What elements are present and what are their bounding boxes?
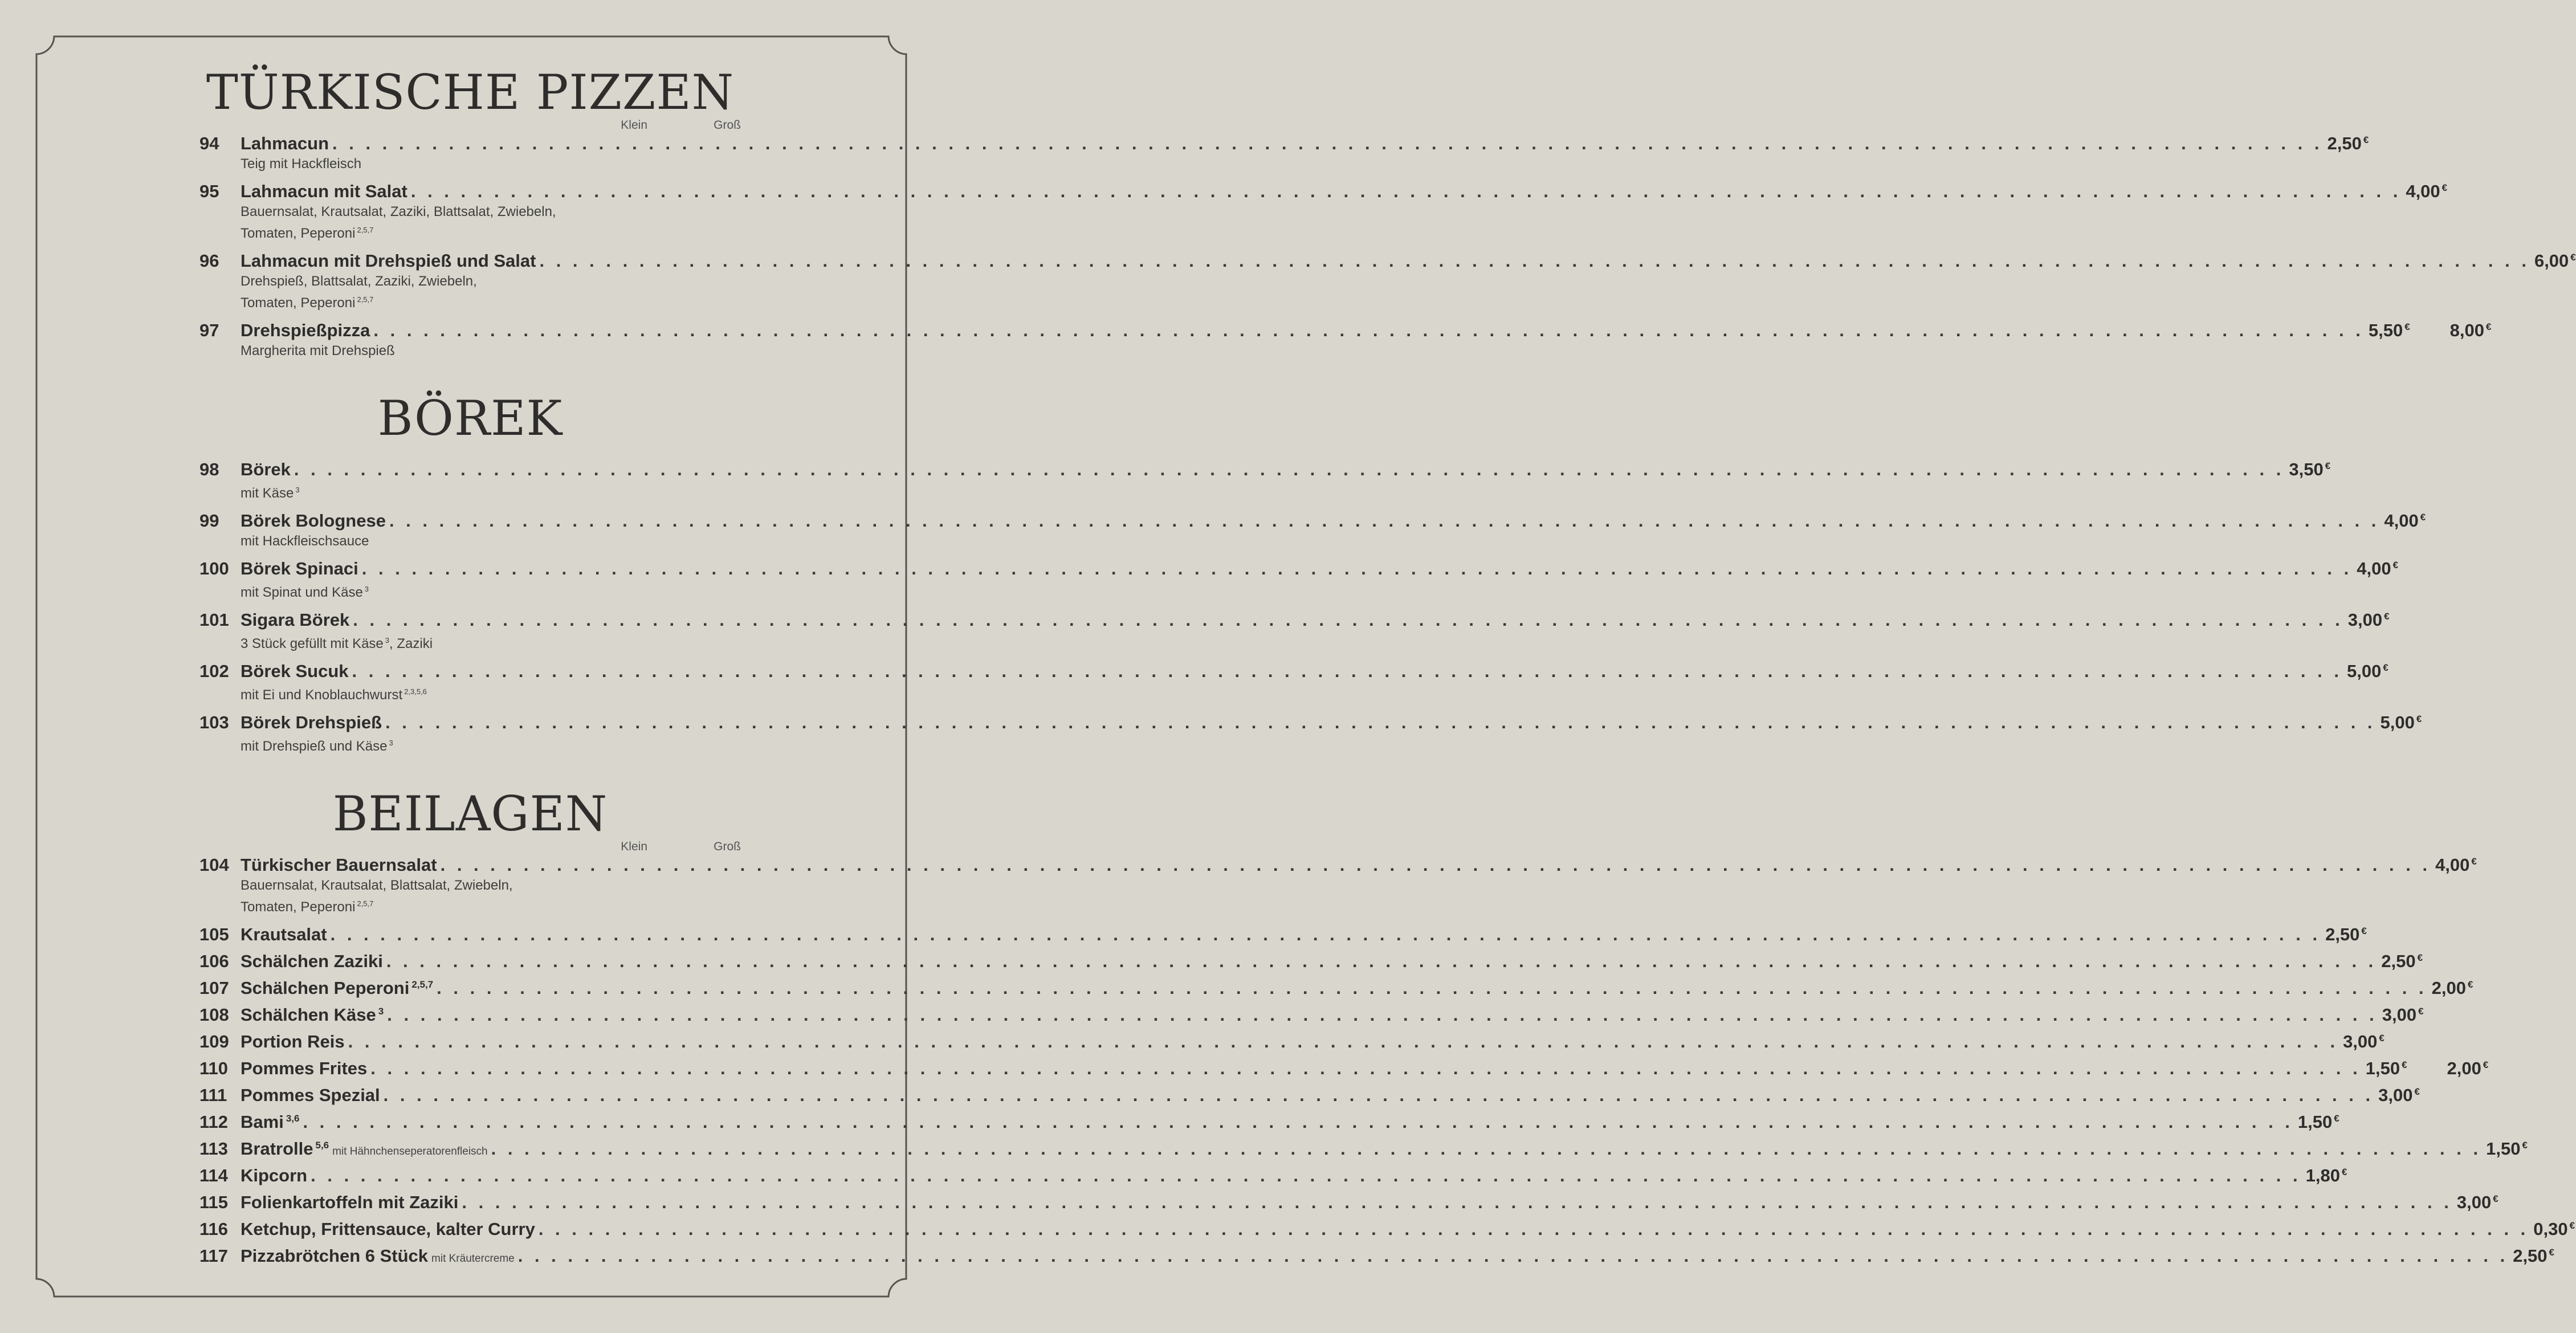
menu-item [199, 1032, 2385, 1053]
price-gross [2384, 511, 2426, 531]
item-name-group [241, 1032, 345, 1052]
item-name: Portion Reis [241, 1032, 345, 1051]
dot-leader: . . . . . . . . . . . . . . . . . . . . . . . . . . . . . . . . . . . . . . . . . . . . . . . . . . . . . . . . . . . . . . . . . . . . . . . . . . . . . . . . . . . . . . . . . . . . . . . . . . . . . . . . . . . . . . . . . . . . . . . . [517, 1246, 2509, 1266]
price-gross [2381, 951, 2423, 972]
menu-item [199, 924, 2367, 946]
dot-leader: . . . . . . . . . . . . . . . . . . . . . . . . . . . . . . . . . . . . . . . . . . . . . . . . . . . . . . . . . . . . . . . . . . . . . . . . . . . . . . . . . . . . . . . . . . . . . . . . . . . . . . . . . . . . . . . . . . . . . . . . [294, 459, 2285, 479]
euro-sign: € [2442, 182, 2448, 193]
euro-sign: € [2392, 559, 2399, 570]
dot-leader: . . . . . . . . . . . . . . . . . . . . . . . . . . . . . . . . . . . . . . . . . . . . . . . . . . . . . . . . . . . . . . . . . . . . . . . . . . . . . . . . . . . . . . . . . . . . . . . . . . . . . . . . . . . . . . . . . . . . . . . . [373, 320, 2364, 340]
item-name-group [241, 951, 383, 972]
item-name-group [241, 1246, 515, 1266]
price-gross [2432, 978, 2473, 998]
menu-item-row [199, 459, 2331, 481]
item-name: Börek Drehspieß [241, 712, 382, 732]
item-name-group [241, 1165, 307, 1186]
dot-leader: . . . . . . . . . . . . . . . . . . . . . . . . . . . . . . . . . . . . . . . . . . . . . . . . . . . . . . . . . . . . . . . . . . . . . . . . . . . . . . . . . . . . . . . . . . . . . . . . . . . . . . . . . . . . . . . . . . . . . . . . [361, 559, 2353, 578]
price-value: 4,00 [2435, 855, 2470, 875]
description-text: Tomaten, Peperoni [241, 899, 356, 915]
dot-leader: . . . . . . . . . . . . . . . . . . . . . . . . . . . . . . . . . . . . . . . . . . . . . . . . . . . . . . . . . . . . . . . . . . . . . . . . . . . . . . . . . . . . . . . . . . . . . . . . . . . . . . . . . . . . . . . . . . . . . . . . [386, 951, 2377, 971]
item-number: 94 [199, 133, 219, 153]
item-number: 98 [199, 459, 219, 479]
dot-leader: . . . . . . . . . . . . . . . . . . . . . . . . . . . . . . . . . . . . . . . . . . . . . . . . . . . . . . . . . . . . . . . . . . . . . . . . . . . . . . . . . . . . . . . . . . . . . . . . . . . . . . . . . . . . . . . . . . . . . . . . [311, 1165, 2301, 1185]
allergen-superscript: 3 [385, 636, 390, 645]
description-text: Tomaten, Peperoni [241, 295, 356, 311]
item-number: 108 [199, 1005, 229, 1025]
item-name-group [241, 855, 437, 875]
item-note: mit Kräutercreme [431, 1253, 515, 1265]
item-name-group [241, 459, 291, 480]
price-value: 2,50 [2513, 1246, 2548, 1266]
item-name: Bami [241, 1112, 284, 1132]
description-text: 3 Stück gefüllt mit Käse [241, 636, 384, 651]
item-name-group [241, 511, 386, 531]
item-description [241, 342, 741, 360]
dot-leader: . . . . . . . . . . . . . . . . . . . . . . . . . . . . . . . . . . . . . . . . . . . . . . . . . . . . . . . . . . . . . . . . . . . . . . . . . . . . . . . . . . . . . . . . . . . . . . . . . . . . . . . . . . . . . . . . . . . . . . . . [387, 1005, 2378, 1025]
description-text: mit Spinat und Käse [241, 585, 363, 600]
item-number: 101 [199, 610, 229, 630]
item-description-line2 [241, 291, 741, 312]
item-number: 113 [199, 1139, 229, 1159]
euro-sign: € [2420, 511, 2426, 523]
item-description [241, 532, 741, 551]
item-description [241, 734, 741, 756]
euro-sign: € [2384, 610, 2390, 622]
price-gross [2381, 712, 2422, 733]
price-gross [2447, 1058, 2489, 1079]
description-text: mit Hackfleischsauce [241, 533, 369, 549]
menu-item [199, 1112, 2339, 1134]
menu-item-row [199, 1058, 2489, 1080]
item-name-group [241, 1139, 488, 1159]
item-description-line2 [241, 221, 741, 243]
menu-item-row [199, 1085, 2420, 1107]
item-number: 105 [199, 924, 229, 944]
menu-page [199, 64, 2576, 1273]
price-gross [2306, 1165, 2347, 1186]
price-gross [2298, 1112, 2339, 1132]
item-description [241, 580, 741, 602]
euro-sign: € [2383, 662, 2388, 673]
item-name: Lahmacun mit Drehspieß und Salat [241, 251, 536, 271]
description-text: Margherita mit Drehspieß [241, 343, 395, 358]
allergen-superscript: 5,6 [315, 1139, 329, 1151]
item-name-group [241, 251, 536, 271]
euro-sign: € [2404, 321, 2410, 332]
item-number: 117 [199, 1246, 229, 1266]
price-gross [2343, 1032, 2385, 1052]
item-name: Sigara Börek [241, 610, 350, 630]
size-label-gross: Groß [714, 840, 741, 853]
price-value: 2,50 [2381, 951, 2416, 971]
item-number: 114 [199, 1165, 229, 1185]
price-gross [2457, 1192, 2498, 1213]
menu-item [199, 459, 2331, 503]
price-value: 3,00 [2378, 1085, 2413, 1105]
euro-sign: € [2570, 251, 2576, 263]
item-name-group [241, 1058, 367, 1079]
item-name: Türkischer Bauernsalat [241, 855, 437, 875]
price-value: 2,00 [2447, 1058, 2481, 1078]
menu-item-row [199, 1005, 2424, 1026]
item-number: 99 [199, 511, 219, 531]
item-name-group [241, 661, 349, 682]
price-klein-value: 5,50 [2368, 320, 2403, 340]
menu-item [199, 1192, 2498, 1214]
price-value: 2,50 [2325, 924, 2360, 944]
item-description [241, 877, 741, 895]
item-name-group [241, 181, 407, 202]
menu-item [199, 951, 2423, 973]
menu-item-row [199, 1192, 2498, 1214]
euro-sign: € [2341, 1166, 2347, 1177]
price-gross [2435, 855, 2477, 875]
item-name-group [241, 320, 370, 341]
description-text: mit Käse [241, 486, 294, 501]
euro-sign: € [2402, 1059, 2407, 1070]
menu-item [199, 320, 2492, 360]
menu-item-row [199, 320, 2492, 342]
item-name: Pommes Frites [241, 1058, 368, 1078]
euro-sign: € [2414, 1086, 2420, 1097]
euro-sign: € [2483, 1059, 2489, 1070]
menu-item [199, 1139, 2528, 1160]
item-name: Ketchup, Frittensauce, kalter Curry [241, 1219, 535, 1239]
description-text: mit Ei und Knoblauchwurst [241, 687, 403, 703]
euro-sign: € [2467, 979, 2473, 990]
item-name: Lahmacun [241, 133, 329, 153]
euro-sign: € [2417, 952, 2423, 963]
dot-leader: . . . . . . . . . . . . . . . . . . . . . . . . . . . . . . . . . . . . . . . . . . . . . . . . . . . . . . . . . . . . . . . . . . . . . . . . . . . . . . . . . . . . . . . . . . . . . . . . . . . . . . . . . . . . . . . . . . . . . . . . [539, 251, 2530, 271]
item-description [241, 481, 741, 503]
allergen-superscript: 2,5,7 [411, 979, 434, 990]
menu-item [199, 661, 2388, 704]
price-gross [2378, 1085, 2420, 1106]
menu-item-row [199, 661, 2388, 683]
menu-item-row [199, 251, 2576, 272]
item-number: 102 [199, 661, 229, 681]
description-text: Teig mit Hackfleisch [241, 156, 362, 172]
price-klein [2369, 320, 2410, 341]
price-value: 3,50 [2289, 459, 2324, 479]
dot-leader: . . . . . . . . . . . . . . . . . . . . . . . . . . . . . . . . . . . . . . . . . . . . . . . . . . . . . . . . . . . . . . . . . . . . . . . . . . . . . . . . . . . . . . . . . . . . . . . . . . . . . . . . . . . . . . . . . . . . . . . . [383, 1085, 2374, 1105]
size-label-klein: Klein [621, 119, 647, 132]
dot-leader: . . . . . . . . . . . . . . . . . . . . . . . . . . . . . . . . . . . . . . . . . . . . . . . . . . . . . . . . . . . . . . . . . . . . . . . . . . . . . . . . . . . . . . . . . . . . . . . . . . . . . . . . . . . . . . . . . . . . . . . . [440, 855, 2431, 875]
description-tail: , Zaziki [389, 636, 433, 651]
item-name-group [241, 133, 329, 154]
dot-leader: . . . . . . . . . . . . . . . . . . . . . . . . . . . . . . . . . . . . . . . . . . . . . . . . . . . . . . . . . . . . . . . . . . . . . . . . . . . . . . . . . . . . . . . . . . . . . . . . . . . . . . . . . . . . . . . . . . . . . . . . [389, 511, 2380, 531]
menu-item-row [199, 1112, 2339, 1134]
menu-item-row [199, 1139, 2528, 1160]
menu-item [199, 1085, 2420, 1107]
menu-item [199, 610, 2390, 653]
dot-leader: . . . . . . . . . . . . . . . . . . . . . . . . . . . . . . . . . . . . . . . . . . . . . . . . . . . . . . . . . . . . . . . . . . . . . . . . . . . . . . . . . . . . . . . . . . . . . . . . . . . . . . . . . . . . . . . . . . . . . . . . [370, 1058, 2361, 1078]
euro-sign: € [2418, 1005, 2424, 1017]
menu-item [199, 133, 2369, 173]
euro-sign: € [2361, 925, 2367, 936]
item-number: 112 [199, 1112, 229, 1132]
section-title: BEILAGEN [332, 786, 608, 842]
menu-item [199, 712, 2422, 756]
price-gross [2325, 924, 2367, 945]
price-value: 1,50 [2486, 1139, 2521, 1159]
item-name-group [241, 978, 433, 998]
price-value: 2,50 [2327, 133, 2362, 153]
price-value: 5,00 [2380, 712, 2415, 732]
menu-item-row [199, 951, 2423, 973]
item-number: 110 [199, 1058, 229, 1078]
dot-leader: . . . . . . . . . . . . . . . . . . . . . . . . . . . . . . . . . . . . . . . . . . . . . . . . . . . . . . . . . . . . . . . . . . . . . . . . . . . . . . . . . . . . . . . . . . . . . . . . . . . . . . . . . . . . . . . . . . . . . . . . [491, 1139, 2482, 1159]
item-name: Bratrolle [241, 1139, 313, 1159]
item-description [241, 155, 741, 173]
euro-sign: € [2325, 460, 2331, 471]
menu-item [199, 511, 2426, 551]
item-number: 96 [199, 251, 219, 271]
size-label-klein: Klein [621, 840, 647, 853]
menu-item [199, 1165, 2347, 1187]
price-gross [2534, 251, 2576, 271]
menu-item [199, 559, 2399, 602]
menu-item [199, 1246, 2555, 1267]
menu-item [199, 181, 2448, 243]
price-gross [2328, 133, 2369, 154]
item-description-line2 [241, 895, 741, 916]
item-name: Folienkartoffeln mit Zaziki [241, 1192, 459, 1212]
price-gross [2513, 1246, 2554, 1266]
item-name: Börek [241, 459, 291, 479]
menu-item-row [199, 610, 2390, 631]
item-name-group [241, 559, 358, 579]
item-name: Börek Bolognese [241, 511, 386, 531]
dot-leader: . . . . . . . . . . . . . . . . . . . . . . . . . . . . . . . . . . . . . . . . . . . . . . . . . . . . . . . . . . . . . . . . . . . . . . . . . . . . . . . . . . . . . . . . . . . . . . . . . . . . . . . . . . . . . . . . . . . . . . . . [410, 181, 2402, 201]
menu-item [199, 855, 2477, 916]
price-gross [2348, 610, 2390, 630]
item-name-group [241, 924, 327, 945]
price-klein [2366, 1058, 2407, 1079]
item-name: Pizzabrötchen 6 Stück [241, 1246, 429, 1266]
price-value: 0,30 [2533, 1219, 2568, 1239]
item-number: 100 [199, 559, 229, 578]
dot-leader: . . . . . . . . . . . . . . . . . . . . . . . . . . . . . . . . . . . . . . . . . . . . . . . . . . . . . . . . . . . . . . . . . . . . . . . . . . . . . . . . . . . . . . . . . . . . . . . . . . . . . . . . . . . . . . . . . . . . . . . . [330, 924, 2321, 944]
price-value: 8,00 [2449, 320, 2485, 340]
price-value: 3,00 [2343, 1032, 2378, 1051]
dot-leader: . . . . . . . . . . . . . . . . . . . . . . . . . . . . . . . . . . . . . . . . . . . . . . . . . . . . . . . . . . . . . . . . . . . . . . . . . . . . . . . . . . . . . . . . . . . . . . . . . . . . . . . . . . . . . . . . . . . . . . . . [353, 610, 2343, 630]
price-value: 3,00 [2456, 1192, 2492, 1212]
price-gross [2357, 559, 2398, 579]
description-text: Bauernsalat, Krautsalat, Zaziki, Blattsalat, Zwiebeln, [241, 204, 556, 219]
item-number: 109 [199, 1032, 229, 1051]
price-value: 1,80 [2305, 1165, 2340, 1185]
menu-item-row [199, 559, 2399, 580]
euro-sign: € [2493, 1193, 2498, 1204]
menu-item-row [199, 1032, 2385, 1053]
item-number: 97 [199, 320, 219, 340]
price-gross [2486, 1139, 2528, 1159]
menu-item [199, 1005, 2424, 1026]
dot-leader: . . . . . . . . . . . . . . . . . . . . . . . . . . . . . . . . . . . . . . . . . . . . . . . . . . . . . . . . . . . . . . . . . . . . . . . . . . . . . . . . . . . . . . . . . . . . . . . . . . . . . . . . . . . . . . . . . . . . . . . . [332, 133, 2323, 153]
allergen-superscript: 2,5,7 [357, 899, 374, 908]
item-description [241, 203, 741, 221]
item-name-group [241, 610, 349, 630]
dot-leader: . . . . . . . . . . . . . . . . . . . . . . . . . . . . . . . . . . . . . . . . . . . . . . . . . . . . . . . . . . . . . . . . . . . . . . . . . . . . . . . . . . . . . . . . . . . . . . . . . . . . . . . . . . . . . . . . . . . . . . . . [303, 1112, 2293, 1132]
allergen-superscript: 3,6 [286, 1112, 300, 1124]
item-note: mit Hähnchenseperatorenfleisch [332, 1146, 488, 1157]
euro-sign: € [2416, 713, 2422, 724]
description-text: Bauernsalat, Krautsalat, Blattsalat, Zwiebeln, [241, 878, 513, 893]
item-name-group [241, 1005, 384, 1025]
menu-item [199, 978, 2473, 1000]
dot-leader: . . . . . . . . . . . . . . . . . . . . . . . . . . . . . . . . . . . . . . . . . . . . . . . . . . . . . . . . . . . . . . . . . . . . . . . . . . . . . . . . . . . . . . . . . . . . . . . . . . . . . . . . . . . . . . . . . . . . . . . . [538, 1219, 2529, 1239]
menu-item-row [199, 1219, 2575, 1241]
allergen-superscript: 3 [295, 486, 300, 494]
item-number: 106 [199, 951, 229, 971]
euro-sign: € [2522, 1139, 2528, 1151]
item-description [241, 272, 741, 291]
description-text: Tomaten, Peperoni [241, 226, 356, 241]
menu-item-row [199, 181, 2448, 203]
menu-item-row [199, 1165, 2347, 1187]
euro-sign: € [2363, 134, 2369, 145]
allergen-superscript: 3 [364, 585, 369, 593]
item-number: 104 [199, 855, 229, 875]
dot-leader: . . . . . . . . . . . . . . . . . . . . . . . . . . . . . . . . . . . . . . . . . . . . . . . . . . . . . . . . . . . . . . . . . . . . . . . . . . . . . . . . . . . . . . . . . . . . . . . . . . . . . . . . . . . . . . . . . . . . . . . . [352, 661, 2342, 681]
price-value: 4,00 [2384, 511, 2419, 531]
allergen-superscript: 2,5,7 [357, 226, 374, 234]
price-value: 3,00 [2347, 610, 2383, 630]
price-value: 6,00 [2534, 251, 2569, 271]
item-name: Pommes Spezial [241, 1085, 380, 1105]
section-title: BÖREK [377, 390, 563, 446]
dot-leader: . . . . . . . . . . . . . . . . . . . . . . . . . . . . . . . . . . . . . . . . . . . . . . . . . . . . . . . . . . . . . . . . . . . . . . . . . . . . . . . . . . . . . . . . . . . . . . . . . . . . . . . . . . . . . . . . . . . . . . . . [437, 978, 2427, 998]
item-name: Börek Sucuk [241, 661, 349, 681]
item-name: Schälchen Zaziki [241, 951, 383, 971]
menu-item-row [199, 1246, 2555, 1267]
section-title: TÜRKISCHE PIZZEN [206, 64, 735, 120]
item-number: 107 [199, 978, 229, 998]
price-value: 4,00 [2406, 181, 2440, 201]
item-name: Kipcorn [241, 1165, 308, 1185]
item-name: Lahmacun mit Salat [241, 181, 407, 201]
allergen-superscript: 3 [389, 739, 393, 747]
allergen-superscript: 2,5,7 [357, 295, 374, 304]
euro-sign: € [2379, 1032, 2385, 1043]
price-value: 5,00 [2346, 661, 2382, 681]
price-gross [2533, 1219, 2575, 1240]
menu-item-row [199, 978, 2473, 1000]
size-header [199, 116, 741, 133]
menu-item-row [199, 511, 2426, 532]
price-gross [2289, 459, 2330, 480]
dot-leader: . . . . . . . . . . . . . . . . . . . . . . . . . . . . . . . . . . . . . . . . . . . . . . . . . . . . . . . . . . . . . . . . . . . . . . . . . . . . . . . . . . . . . . . . . . . . . . . . . . . . . . . . . . . . . . . . . . . . . . . . [385, 712, 2376, 732]
item-description [241, 683, 741, 704]
dot-leader: . . . . . . . . . . . . . . . . . . . . . . . . . . . . . . . . . . . . . . . . . . . . . . . . . . . . . . . . . . . . . . . . . . . . . . . . . . . . . . . . . . . . . . . . . . . . . . . . . . . . . . . . . . . . . . . . . . . . . . . . [348, 1032, 2339, 1051]
item-name-group [241, 1085, 380, 1106]
menu-item-row [199, 855, 2477, 877]
item-number: 103 [199, 712, 229, 732]
euro-sign: € [2334, 1112, 2339, 1124]
price-value: 2,00 [2431, 978, 2466, 998]
item-name-group [241, 1192, 458, 1213]
item-name: Börek Spinaci [241, 559, 358, 578]
size-header [199, 838, 741, 855]
price-value: 4,00 [2357, 559, 2391, 578]
item-name-group [241, 1112, 299, 1132]
price-klein-value: 1,50 [2365, 1058, 2400, 1078]
menu-item [199, 1219, 2575, 1241]
item-description [241, 631, 741, 653]
allergen-superscript: 2,3,5,6 [404, 687, 427, 696]
price-value: 1,50 [2297, 1112, 2333, 1132]
euro-sign: € [2569, 1220, 2575, 1231]
item-number: 95 [199, 181, 219, 201]
item-number: 111 [199, 1085, 227, 1105]
item-name: Drehspießpizza [241, 320, 370, 340]
item-name: Krautsalat [241, 924, 327, 944]
euro-sign: € [2486, 321, 2492, 332]
item-number: 115 [199, 1192, 229, 1212]
price-gross [2347, 661, 2388, 682]
menu-item [199, 1058, 2489, 1080]
price-gross [2382, 1005, 2424, 1025]
item-name-group [241, 1219, 535, 1240]
description-text: Drehspieß, Blattsalat, Zaziki, Zwiebeln, [241, 274, 477, 289]
price-gross [2450, 320, 2492, 341]
price-gross [2406, 181, 2447, 202]
euro-sign: € [2471, 855, 2477, 867]
menu-item-row [199, 924, 2367, 946]
menu-item-row [199, 133, 2369, 155]
item-name-group [241, 712, 382, 733]
item-number: 116 [199, 1219, 229, 1239]
item-name: Schälchen Peperoni [241, 978, 410, 998]
item-name: Schälchen Käse [241, 1005, 376, 1025]
euro-sign: € [2549, 1246, 2555, 1258]
dot-leader: . . . . . . . . . . . . . . . . . . . . . . . . . . . . . . . . . . . . . . . . . . . . . . . . . . . . . . . . . . . . . . . . . . . . . . . . . . . . . . . . . . . . . . . . . . . . . . . . . . . . . . . . . . . . . . . . . . . . . . . . [462, 1192, 2452, 1212]
allergen-superscript: 3 [378, 1005, 384, 1017]
size-label-gross: Groß [714, 119, 741, 132]
description-text: mit Drehspieß und Käse [241, 739, 388, 754]
menu-item [199, 251, 2576, 312]
price-value: 3,00 [2382, 1005, 2417, 1025]
menu-item-row [199, 712, 2422, 734]
